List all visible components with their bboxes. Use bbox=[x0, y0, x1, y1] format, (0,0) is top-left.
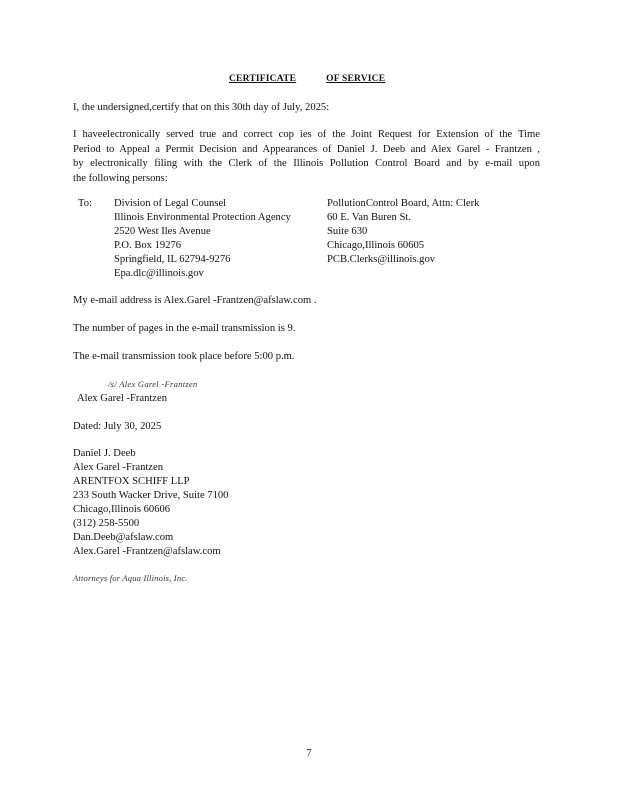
counsel-line: 233 South Wacker Drive, Suite 7100 bbox=[73, 490, 229, 501]
recipient-left-line: P.O. Box 19276 bbox=[114, 240, 182, 251]
page-number: 7 bbox=[306, 748, 312, 759]
counsel-line: Chicago,Illinois 60606 bbox=[73, 504, 171, 515]
signature-name: Alex Garel -Frantzen bbox=[77, 393, 168, 404]
recipient-right-email[interactable]: PCB.Clerks@illinois.gov bbox=[327, 254, 436, 265]
body-line: the following persons: bbox=[73, 172, 168, 184]
recipient-right-line: 60 E. Van Buren St. bbox=[327, 212, 411, 223]
recipient-right-line: Suite 630 bbox=[327, 226, 368, 237]
recipient-left-line: Illinois Environmental Protection Agency bbox=[114, 212, 291, 223]
counsel-line: (312) 258-5500 bbox=[73, 518, 140, 529]
counsel-email[interactable]: Dan.Deeb@afslaw.com bbox=[73, 532, 174, 543]
time-statement: The e-mail transmission took place before 5:00 p.m. bbox=[73, 351, 295, 362]
pages-statement: The number of pages in the e-mail transmission is 9. bbox=[73, 323, 296, 334]
body-line: by electronically filing with the Clerk of the Illinois Pollution Control Board and by e-mail upon bbox=[73, 158, 540, 169]
attorneys-for-line: Attorneys for Aqua Illinois, Inc. bbox=[73, 573, 188, 583]
dated-line: Dated: July 30, 2025 bbox=[73, 421, 162, 432]
recipient-left-line: Division of Legal Counsel bbox=[114, 198, 227, 209]
counsel-line: ARENTFOX SCHIFF LLP bbox=[73, 476, 190, 487]
title-part-2: OF SERVICE bbox=[326, 74, 386, 84]
electronic-signature: /s/ Alex Garel -Frantzen bbox=[108, 379, 198, 389]
title-part-1: CERTIFICATE bbox=[229, 74, 297, 84]
counsel-email[interactable]: Alex.Garel -Frantzen@afslaw.com bbox=[73, 546, 221, 557]
to-label: To: bbox=[78, 198, 92, 209]
body-line: I haveelectronically served true and correct cop ies of the Joint Request for Extension of the Time bbox=[73, 129, 540, 140]
recipient-right-line: Chicago,Illinois 60605 bbox=[327, 240, 425, 251]
recipient-left-line: Springfield, IL 62794-9276 bbox=[114, 254, 231, 265]
recipient-left-email[interactable]: Epa.dlc@illinois.gov bbox=[114, 268, 204, 279]
body-line: Period to Appeal a Permit Decision and Appearances of Daniel J. Deeb and Alex Garel - Frantzen , bbox=[73, 143, 540, 155]
email-statement: My e-mail address is Alex.Garel -Frantzen@afslaw.com . bbox=[73, 295, 317, 306]
recipient-right-line: PollutionControl Board, Attn: Clerk bbox=[327, 198, 480, 209]
intro-statement: I, the undersigned,certify that on this 30th day of July, 2025: bbox=[73, 102, 330, 113]
recipient-left-line: 2520 West Iles Avenue bbox=[114, 226, 211, 237]
counsel-line: Daniel J. Deeb bbox=[73, 448, 136, 459]
counsel-line: Alex Garel -Frantzen bbox=[73, 462, 164, 473]
certificate-title bbox=[229, 74, 389, 84]
